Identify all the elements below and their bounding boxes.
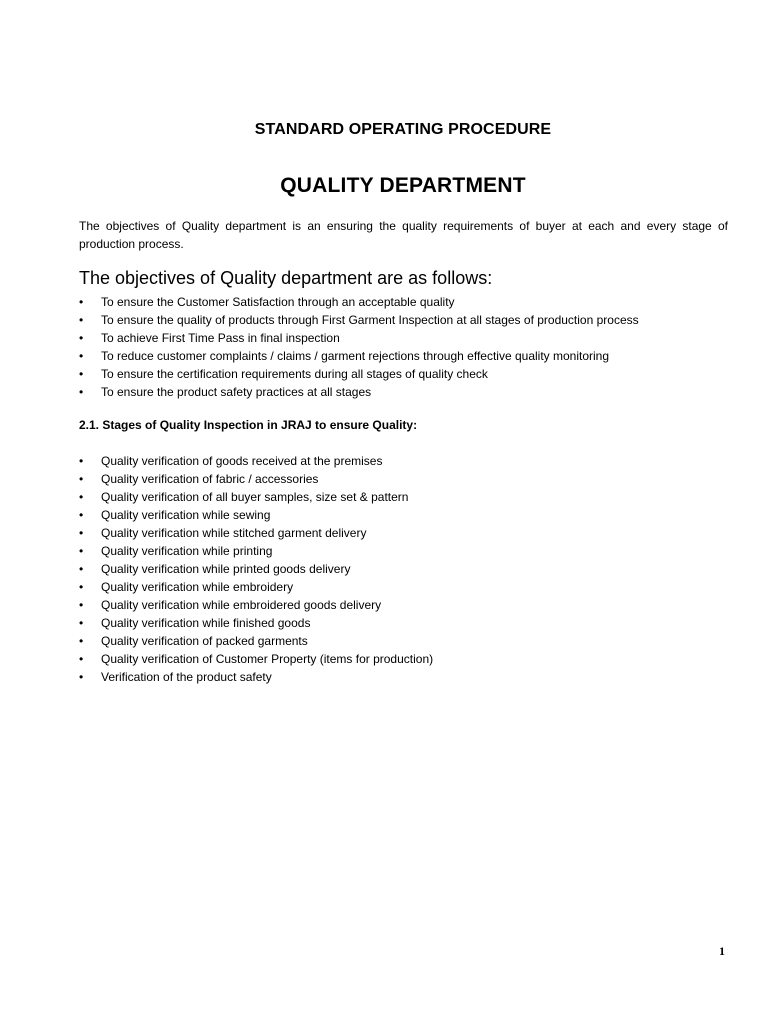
section-heading: 2.1. Stages of Quality Inspection in JRAJ to ensure Quality: (79, 418, 418, 432)
stage-item (79, 668, 729, 686)
bullet-icon: • (79, 634, 84, 648)
stage-item (79, 524, 729, 542)
stage-text: Verification of the product safety (101, 670, 272, 684)
stage-item (79, 578, 729, 596)
department-title: QUALITY DEPARTMENT (280, 174, 526, 197)
bullet-icon: • (79, 295, 84, 309)
stage-text: Quality verification of fabric / accessories (101, 472, 319, 486)
intro-paragraph: The objectives of Quality department is an ensuring the quality requirements of buyer at each and every stage of production process. (79, 219, 728, 251)
bullet-icon: • (79, 526, 84, 540)
stage-item (79, 650, 729, 668)
stage-text: Quality verification while printed goods delivery (101, 562, 351, 576)
stage-item (79, 470, 729, 488)
stage-item (79, 452, 729, 470)
bullet-icon: • (79, 562, 84, 576)
bullet-icon: • (79, 616, 84, 630)
bullet-icon: • (79, 349, 84, 363)
stage-text: Quality verification while sewing (101, 508, 271, 522)
stage-text: Quality verification of goods received at the premises (101, 454, 383, 468)
stage-text: Quality verification while embroidery (101, 580, 294, 594)
stage-text: Quality verification while stitched garment delivery (101, 526, 367, 540)
stage-item (79, 506, 729, 524)
objectives-heading: The objectives of Quality department are as follows: (79, 268, 493, 288)
stage-item (79, 488, 729, 506)
stage-item (79, 632, 729, 650)
objective-item (79, 293, 729, 311)
objective-item (79, 383, 729, 401)
bullet-icon: • (79, 385, 84, 399)
objective-text: To ensure the Customer Satisfaction through an acceptable quality (101, 295, 455, 309)
bullet-icon: • (79, 331, 84, 345)
objective-text: To reduce customer complaints / claims / garment rejections through effective quality monitoring (101, 349, 610, 363)
bullet-icon: • (79, 652, 84, 666)
bullet-icon: • (79, 580, 84, 594)
stage-text: Quality verification of Customer Property (items for production) (101, 652, 434, 666)
bullet-icon: • (79, 598, 84, 612)
objective-text: To ensure the product safety practices at all stages (101, 385, 372, 399)
objective-text: To achieve First Time Pass in final inspection (101, 331, 340, 345)
objectives-list (79, 293, 729, 401)
stage-item (79, 560, 729, 578)
stage-text: Quality verification while printing (101, 544, 273, 558)
objective-item (79, 365, 729, 383)
bullet-icon: • (79, 472, 84, 486)
bullet-icon: • (79, 490, 84, 504)
stage-text: Quality verification of all buyer samples, size set & pattern (101, 490, 409, 504)
stage-item (79, 542, 729, 560)
bullet-icon: • (79, 454, 84, 468)
objective-item (79, 311, 729, 329)
objective-item (79, 347, 729, 365)
objective-text: To ensure the quality of products through First Garment Inspection at all stages of production process (101, 313, 639, 327)
stage-text: Quality verification of packed garments (101, 634, 308, 648)
stage-item (79, 614, 729, 632)
stage-item (79, 596, 729, 614)
bullet-icon: • (79, 367, 84, 381)
page-number: 1 (719, 944, 725, 958)
objective-item (79, 329, 729, 347)
bullet-icon: • (79, 508, 84, 522)
sop-title: STANDARD OPERATING PROCEDURE (254, 121, 552, 138)
bullet-icon: • (79, 670, 84, 684)
stage-text: Quality verification while embroidered goods delivery (101, 598, 382, 612)
stage-text: Quality verification while finished goods (101, 616, 311, 630)
bullet-icon: • (79, 313, 84, 327)
bullet-icon: • (79, 544, 84, 558)
objective-text: To ensure the certification requirements during all stages of quality check (101, 367, 488, 381)
stages-list (79, 452, 729, 686)
